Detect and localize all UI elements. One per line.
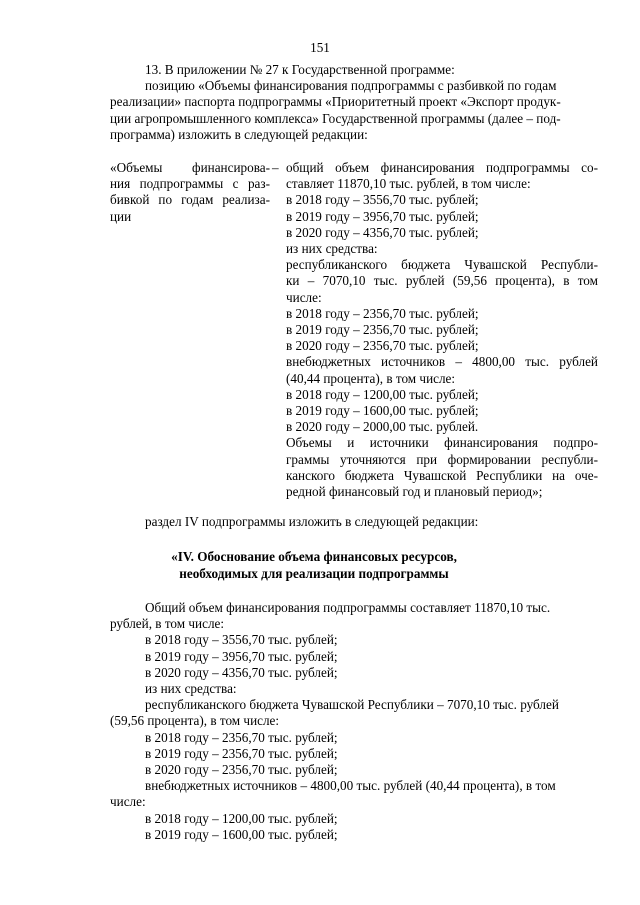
left-line: ния подпрограммы с раз- xyxy=(110,176,270,192)
left-line: бивкой по годам реализа- xyxy=(110,192,270,208)
right-line: числе: xyxy=(286,289,322,305)
body-line: (59,56 процента), в том числе: xyxy=(110,713,280,729)
body-line: в 2019 году – 2356,70 тыс. рублей; xyxy=(145,745,338,761)
right-line: Объемы и источники финансирования подпро- xyxy=(286,435,598,451)
section-intro-text: раздел IV подпрограммы изложить в следующей редакции: xyxy=(145,514,479,529)
body-line: в 2019 году – 1600,00 тыс. рублей; xyxy=(145,826,338,842)
body-line: в 2019 году – 3956,70 тыс. рублей; xyxy=(145,648,338,664)
body-line: рублей, в том числе: xyxy=(110,616,225,632)
table-right-cell xyxy=(286,160,598,500)
body-line: внебюджетных источников – 4800,00 тыс. рублей (40,44 процента), в том xyxy=(145,778,556,794)
right-line: в 2019 году – 3956,70 тыс. рублей; xyxy=(286,208,479,224)
intro-line: ции агропромышленного комплекса» Государственной программы (далее – под- xyxy=(110,110,561,126)
right-line: канского бюджета Чувашской Республики на оче- xyxy=(286,467,598,483)
right-line: редной финансовый год и плановый период»; xyxy=(286,484,543,500)
heading-line: необходимых для реализации подпрограммы xyxy=(179,566,449,581)
right-line: (40,44 процента), в том числе: xyxy=(286,370,456,386)
body-line: Общий объем финансирования подпрограммы составляет 11870,10 тыс. xyxy=(145,600,551,615)
right-line: в 2018 году – 2356,70 тыс. рублей; xyxy=(286,305,479,321)
section-intro xyxy=(110,514,518,530)
right-line: в 2018 году – 1200,00 тыс. рублей; xyxy=(286,386,479,402)
right-line: граммы уточняются при формировании республи- xyxy=(286,451,598,467)
section-heading xyxy=(110,548,518,582)
right-line: из них средства: xyxy=(286,241,378,257)
intro-line: позицию «Объемы финансирования подпрограммы с разбивкой по годам xyxy=(145,78,557,94)
body-line: числе: xyxy=(110,794,146,810)
body-line: в 2020 году – 4356,70 тыс. рублей; xyxy=(145,664,338,680)
right-line: в 2020 году – 4356,70 тыс. рублей; xyxy=(286,224,479,240)
body-line: в 2018 году – 1200,00 тыс. рублей; xyxy=(145,810,338,826)
page-number: 151 xyxy=(310,40,330,55)
right-line: ставляет 11870,10 тыс. рублей, в том числе: xyxy=(286,176,531,192)
right-line: в 2020 году – 2356,70 тыс. рублей; xyxy=(286,338,479,354)
body-line: в 2020 году – 2356,70 тыс. рублей; xyxy=(145,762,338,778)
intro-line: программа) изложить в следующей редакции: xyxy=(110,126,368,142)
right-line: в 2019 году – 2356,70 тыс. рублей; xyxy=(286,322,479,338)
body-line: в 2018 году – 3556,70 тыс. рублей; xyxy=(145,632,338,648)
intro-item: 13. В приложении № 27 к Государственной программе: xyxy=(145,62,455,77)
right-line: в 2019 году – 1600,00 тыс. рублей; xyxy=(286,403,479,419)
intro-block xyxy=(110,62,561,143)
right-line: республиканского бюджета Чувашской Республи- xyxy=(286,257,598,273)
right-line: ки – 7070,10 тыс. рублей (59,56 процента), в том xyxy=(286,273,598,289)
left-line: «Объемы финансирова- xyxy=(110,160,270,175)
table-left-cell xyxy=(110,160,270,225)
body-line: в 2018 году – 2356,70 тыс. рублей; xyxy=(145,729,338,745)
right-line: внебюджетных источников – 4800,00 тыс. рублей xyxy=(286,354,598,370)
body-line: республиканского бюджета Чувашской Республики – 7070,10 тыс. рублей xyxy=(145,697,559,713)
right-line: в 2018 году – 3556,70 тыс. рублей; xyxy=(286,192,479,208)
right-line: в 2020 году – 2000,00 тыс. рублей. xyxy=(286,419,479,435)
body-line: из них средства: xyxy=(145,681,237,697)
intro-line: реализации» паспорта подпрограммы «Приоритетный проект «Экспорт продук- xyxy=(110,94,561,110)
heading-line: «IV. Обоснование объема финансовых ресурсов, xyxy=(171,549,457,564)
table-dash: – xyxy=(272,160,279,175)
right-line: общий объем финансирования подпрограммы со- xyxy=(286,160,598,175)
body-block xyxy=(110,600,559,843)
left-line: ции xyxy=(110,208,132,224)
